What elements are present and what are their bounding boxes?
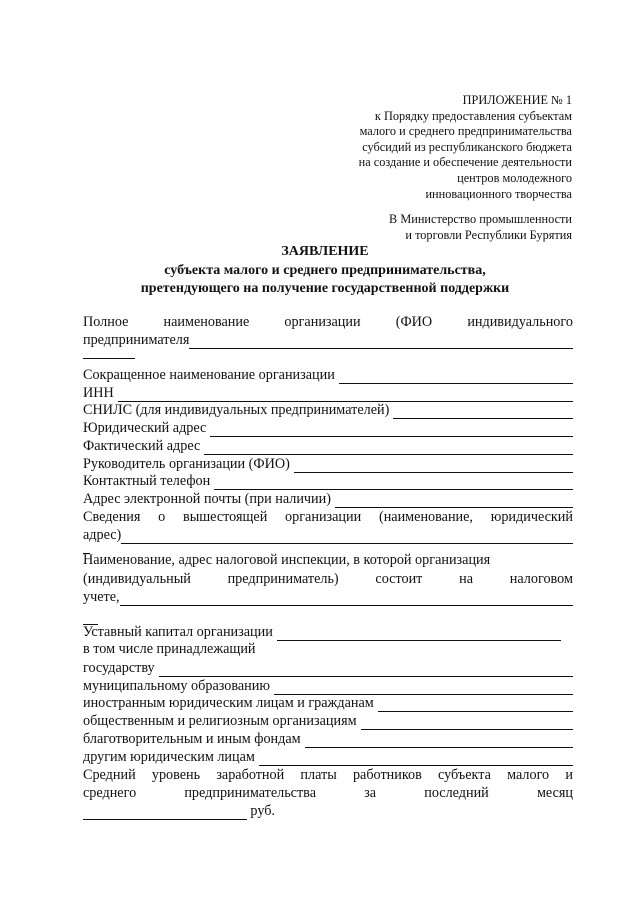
appendix-block bbox=[252, 93, 572, 202]
form-subtitle: субъекта малого и среднего предпринимательства, bbox=[164, 263, 486, 278]
appendix-line: инновационного творчества bbox=[425, 186, 572, 201]
addressee-line: и торговли Республики Бурятия bbox=[405, 227, 572, 242]
appendix-heading: ПРИЛОЖЕНИЕ № 1 bbox=[462, 93, 572, 107]
salary-unit: руб. bbox=[250, 803, 275, 819]
addressee-block bbox=[252, 212, 572, 243]
salary-label-line1: Средний уровень заработной платы работников субъекта малого и bbox=[83, 767, 573, 783]
capital-field[interactable]: Уставный капитал организации bbox=[83, 623, 561, 641]
capital-charity-field[interactable]: благотворительным и иным фондам bbox=[83, 730, 573, 748]
addressee-line: В Министерство промышленности bbox=[389, 212, 572, 226]
full-name-input-line[interactable] bbox=[189, 335, 573, 349]
appendix-line: малого и среднего предпринимательства bbox=[359, 124, 572, 139]
salary-field[interactable] bbox=[83, 802, 275, 820]
phone-field[interactable]: Контактный телефон bbox=[83, 472, 573, 490]
actual-address-field[interactable]: Фактический адрес bbox=[83, 437, 573, 455]
full-name-label: Полное наименование организации (ФИО индивидуального bbox=[83, 314, 573, 330]
full-name-field[interactable]: предпринимателя bbox=[83, 331, 573, 349]
snils-field[interactable]: СНИЛС (для индивидуальных предпринимателей) bbox=[83, 401, 573, 419]
capital-foreign-field[interactable]: иностранным юридическим лицам и гражданам bbox=[83, 694, 573, 712]
salary-input-line[interactable] bbox=[83, 806, 247, 820]
form-title: ЗАЯВЛЕНИЕ bbox=[281, 244, 369, 259]
parent-org-label: Сведения о вышестоящей организации (наименование, юридический bbox=[83, 509, 573, 525]
full-name-continuation-line[interactable] bbox=[83, 357, 135, 359]
tax-label-line2: (индивидуальный предприниматель) состоит на налоговом bbox=[83, 571, 573, 587]
capital-public-field[interactable]: общественным и религиозным организациям bbox=[83, 712, 573, 730]
parent-org-field[interactable]: адрес) bbox=[83, 526, 573, 544]
inn-field[interactable]: ИНН bbox=[83, 384, 573, 402]
capital-incl-label: в том числе принадлежащий bbox=[83, 641, 256, 657]
head-field[interactable]: Руководитель организации (ФИО) bbox=[83, 455, 573, 473]
form-subtitle: претендующего на получение государственной поддержки bbox=[140, 281, 510, 296]
capital-municipal-field[interactable]: муниципальному образованию bbox=[83, 677, 573, 695]
appendix-line: центров молодежного bbox=[457, 170, 572, 185]
capital-state-field[interactable]: государству bbox=[83, 659, 573, 677]
appendix-line: на создание и обеспечение деятельности bbox=[358, 155, 572, 170]
tax-field[interactable]: учете, bbox=[83, 588, 573, 606]
capital-other-field[interactable]: другим юридическим лицам bbox=[83, 748, 573, 766]
short-name-field[interactable]: Сокращенное наименование организации bbox=[83, 366, 573, 384]
tax-label-line1: Наименование, адрес налоговой инспекции, в которой организация bbox=[83, 552, 491, 568]
appendix-line: субсидий из республиканского бюджета bbox=[362, 139, 572, 154]
salary-label-line2: среднего предпринимательства за последний месяц bbox=[83, 785, 573, 801]
email-field[interactable]: Адрес электронной почты (при наличии) bbox=[83, 490, 573, 508]
appendix-line: к Порядку предоставления субъектам bbox=[374, 108, 572, 123]
legal-address-field[interactable]: Юридический адрес bbox=[83, 419, 573, 437]
